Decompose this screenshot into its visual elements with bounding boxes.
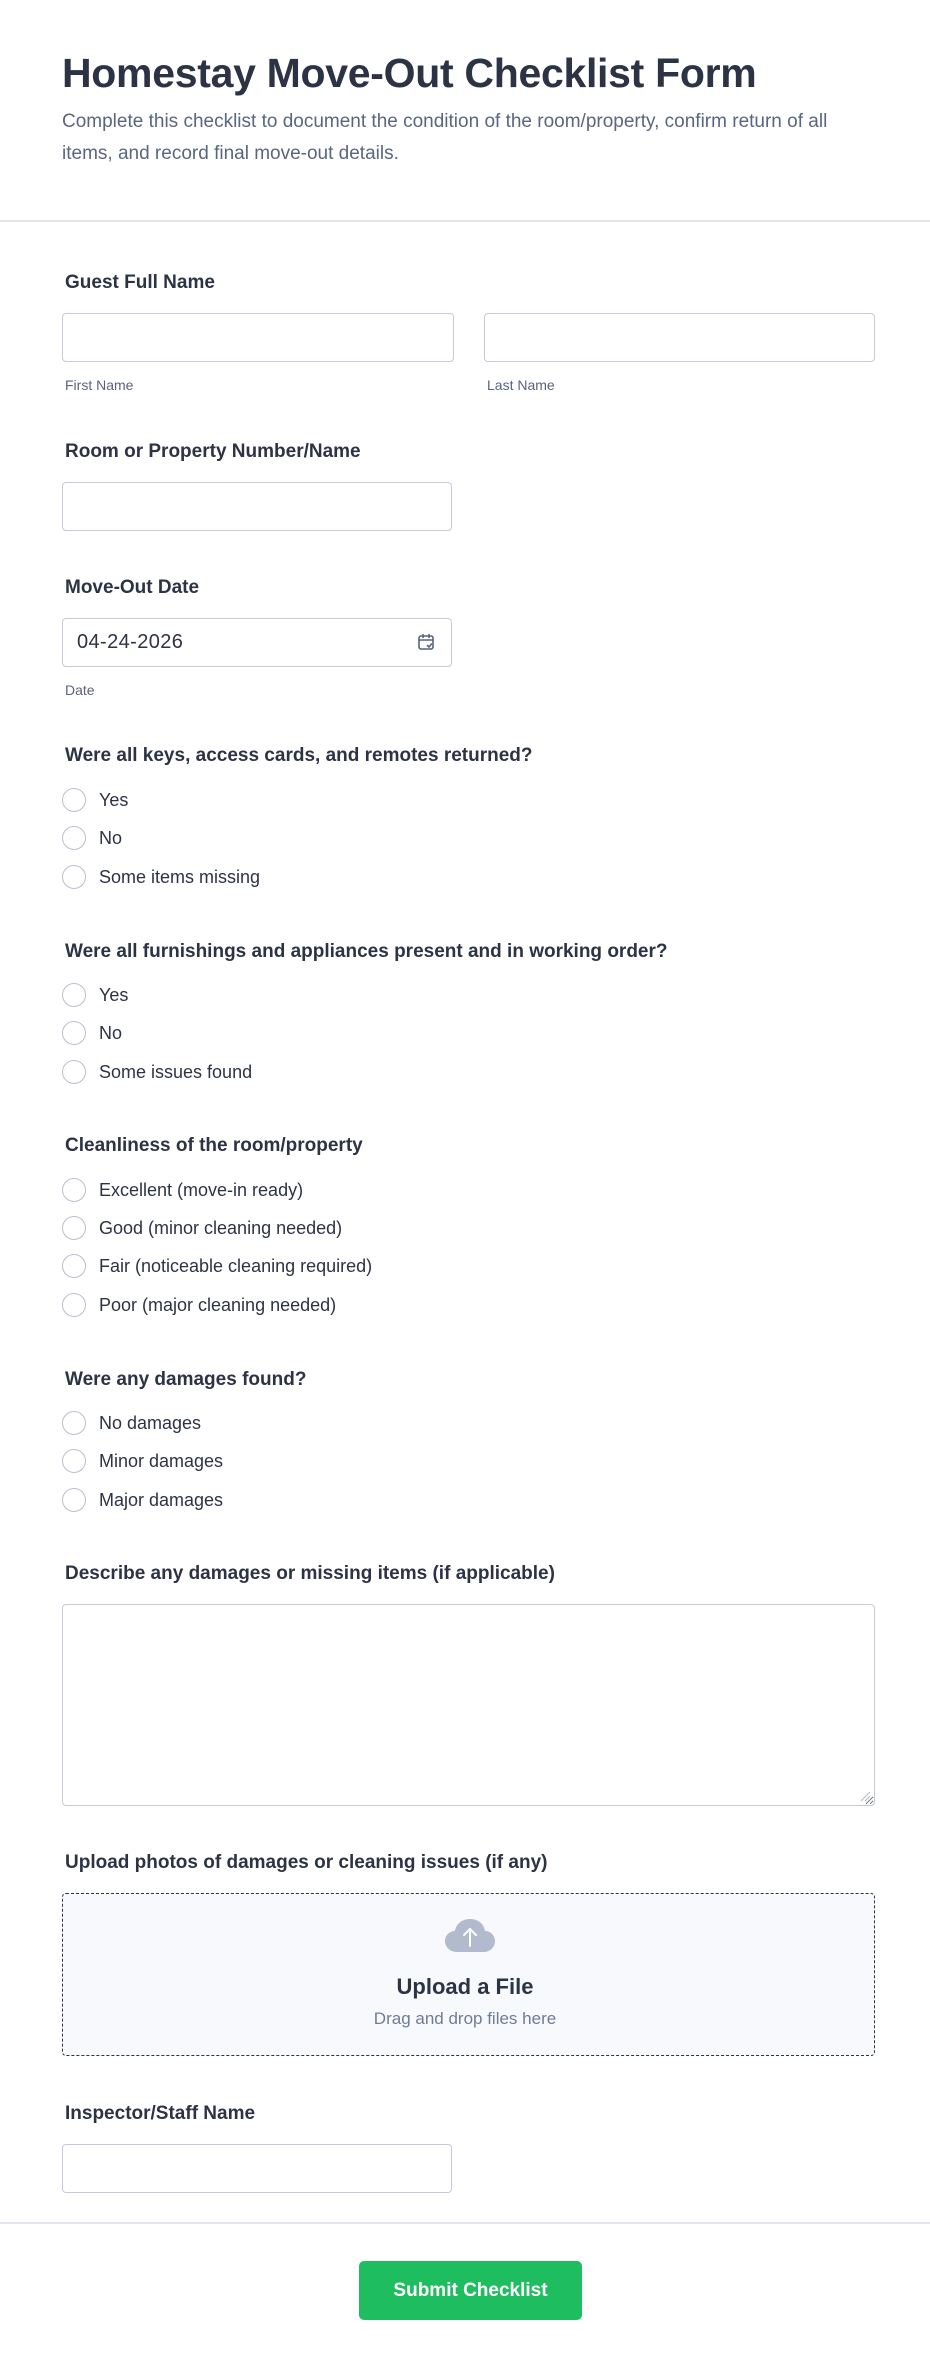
radio-label: Minor damages: [99, 1450, 224, 1471]
furnishings-option-some-issues[interactable]: [62, 1059, 252, 1085]
radio-button[interactable]: [62, 1216, 86, 1240]
furnishings-option-yes[interactable]: [62, 982, 128, 1008]
page-title: Homestay Move-Out Checklist Form: [62, 50, 757, 96]
damages-option-none[interactable]: [62, 1410, 201, 1436]
upload-title: Upload a File: [396, 1974, 534, 1999]
radio-label: Fair (noticeable cleaning required): [99, 1255, 373, 1276]
radio-button[interactable]: [62, 1449, 86, 1473]
upload-label: Upload photos of damages or cleaning issues (if any): [65, 1852, 548, 1873]
cleanliness-option-fair[interactable]: [62, 1253, 372, 1279]
inspector-label: Inspector/Staff Name: [65, 2103, 256, 2124]
cleanliness-option-good[interactable]: [62, 1215, 342, 1241]
radio-button[interactable]: [62, 1254, 86, 1278]
first-name-input[interactable]: [62, 313, 454, 362]
radio-button[interactable]: [62, 1060, 86, 1084]
furnishings-label: Were all furnishings and appliances present and in working order?: [65, 941, 668, 962]
cleanliness-label: Cleanliness of the room/property: [65, 1135, 363, 1156]
description-label: Describe any damages or missing items (if applicable): [65, 1563, 555, 1584]
upload-subtitle: Drag and drop files here: [373, 2009, 557, 2028]
guest-name-label: Guest Full Name: [65, 272, 215, 293]
radio-label: No: [99, 1022, 123, 1043]
keys-option-no[interactable]: [62, 825, 122, 851]
cloud-upload-icon: [444, 1918, 496, 1954]
radio-label: Yes: [99, 789, 129, 810]
cleanliness-option-poor[interactable]: [62, 1292, 336, 1318]
furnishings-option-no[interactable]: [62, 1020, 122, 1046]
move-out-date-input[interactable]: [62, 618, 452, 667]
footer-divider: [0, 2222, 930, 2224]
description-textarea[interactable]: [62, 1604, 875, 1806]
form-header: [0, 0, 930, 221]
radio-button[interactable]: [62, 1178, 86, 1202]
room-label: Room or Property Number/Name: [65, 441, 361, 462]
keys-option-yes[interactable]: [62, 787, 128, 813]
date-sublabel: Date: [65, 682, 95, 698]
radio-label: Good (minor cleaning needed): [99, 1217, 343, 1238]
damages-option-minor[interactable]: [62, 1448, 223, 1474]
radio-label: Some issues found: [99, 1061, 253, 1082]
last-name-input[interactable]: [484, 313, 875, 362]
keys-returned-label: Were all keys, access cards, and remotes returned?: [65, 745, 533, 766]
damages-label: Were any damages found?: [65, 1369, 307, 1390]
submit-checklist-button[interactable]: Submit Checklist: [359, 2261, 582, 2320]
radio-label: Major damages: [99, 1489, 224, 1510]
radio-label: Poor (major cleaning needed): [99, 1294, 337, 1315]
keys-option-some-missing[interactable]: [62, 864, 260, 890]
calendar-icon[interactable]: [417, 633, 435, 651]
first-name-sublabel: First Name: [65, 377, 134, 393]
room-input[interactable]: [62, 482, 452, 531]
damages-option-major[interactable]: [62, 1487, 223, 1513]
radio-button[interactable]: [62, 1488, 86, 1512]
cleanliness-option-excellent[interactable]: [62, 1177, 303, 1203]
radio-label: Yes: [99, 984, 129, 1005]
radio-button[interactable]: [62, 865, 86, 889]
radio-label: Excellent (move-in ready): [99, 1179, 304, 1200]
resize-grip-icon[interactable]: [859, 1790, 871, 1802]
last-name-sublabel: Last Name: [487, 377, 555, 393]
radio-label: No: [99, 827, 123, 848]
radio-label: No damages: [99, 1412, 202, 1433]
inspector-name-input[interactable]: [62, 2144, 452, 2193]
radio-label: Some items missing: [99, 866, 261, 887]
radio-button[interactable]: [62, 826, 86, 850]
radio-button[interactable]: [62, 1293, 86, 1317]
radio-button[interactable]: [62, 983, 86, 1007]
header-divider: [0, 220, 930, 222]
radio-button[interactable]: [62, 1021, 86, 1045]
date-value: 04-24-2026: [77, 631, 184, 653]
radio-button[interactable]: [62, 1411, 86, 1435]
page-subtitle: Complete this checklist to document the condition of the room/property, confirm return of all items, and record final move-out details.: [62, 111, 828, 164]
move-out-date-label: Move-Out Date: [65, 577, 200, 598]
radio-button[interactable]: [62, 788, 86, 812]
